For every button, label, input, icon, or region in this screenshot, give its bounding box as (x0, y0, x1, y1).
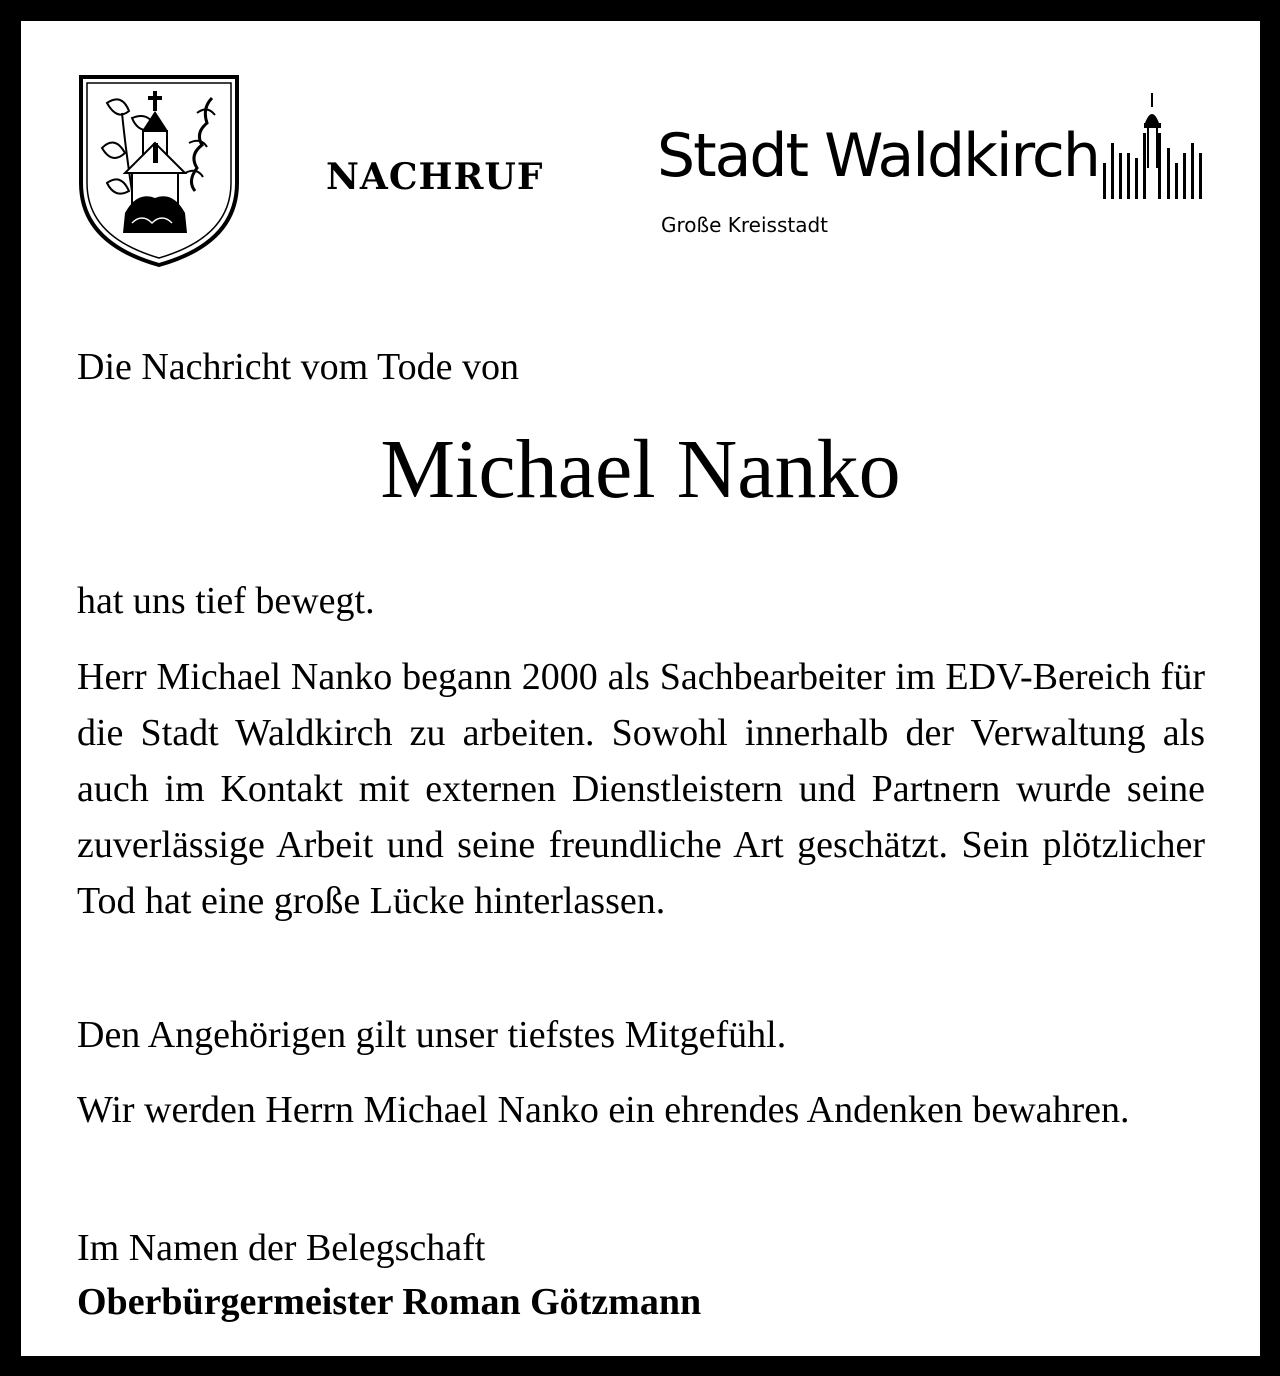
moved-text: hat uns tief bewegt. (77, 580, 375, 622)
memory-text: Wir werden Herrn Michael Nanko ein ehrendes Andenken bewahren. (77, 1089, 1130, 1131)
logo-title: Stadt Waldkirch (657, 121, 1099, 191)
intro-text: Die Nachricht vom Tode von (77, 346, 519, 388)
church-skyline-icon (1103, 93, 1213, 199)
biography-paragraph: Herr Michael Nanko begann 2000 als Sachbearbeiter im EDV-Bereich für die Stadt Waldkirch zu arbeiten. Sowohl innerhalb der Verwaltung als auch im Kontakt mit externen Dienstleistern und Partnern wurde seine zuverlässige Arbeit und seine freundliche Art geschätzt. Sein plötzlicher Tod hat eine große Lücke hinterlassen. (77, 656, 1205, 922)
deceased-name: Michael Nanko (380, 423, 901, 516)
obituary-notice (21, 21, 1260, 1356)
signature-line-1: Im Namen der Belegschaft (77, 1227, 486, 1269)
coat-of-arms-icon (77, 73, 241, 269)
logo-subtitle: Große Kreisstadt (661, 213, 829, 237)
signature-line-2: Oberbürgermeister Roman Götzmann (77, 1281, 702, 1323)
condolence-text: Den Angehörigen gilt unser tiefstes Mitgefühl. (77, 1014, 787, 1056)
notice-label: NACHRUF (326, 156, 544, 198)
